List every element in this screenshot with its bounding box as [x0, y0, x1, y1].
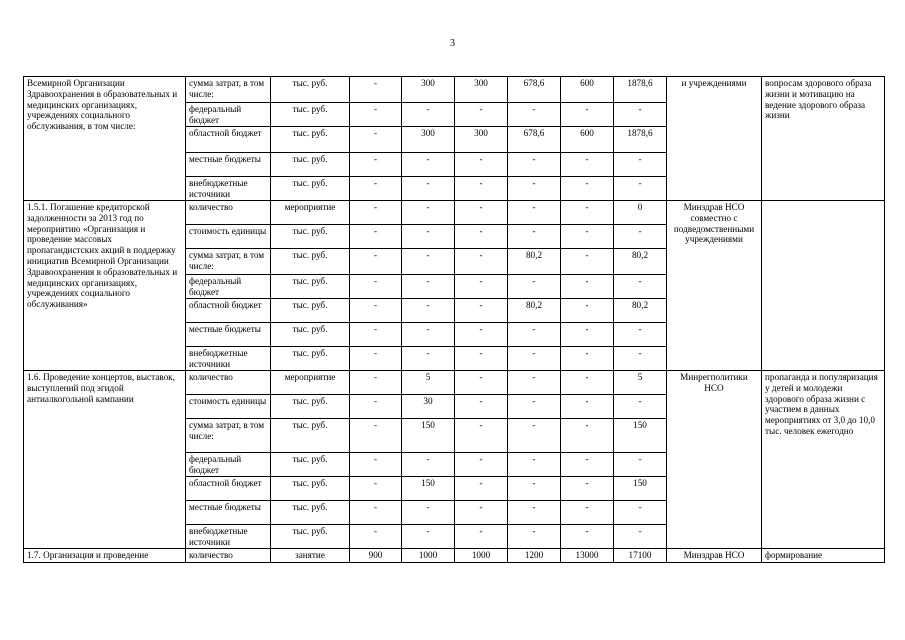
value-cell: - [614, 275, 667, 299]
value-cell: - [455, 249, 508, 275]
indicator-cell: областной бюджет [186, 127, 271, 153]
value-cell: - [402, 225, 455, 249]
value-cell: 150 [402, 477, 455, 501]
value-cell: - [508, 453, 561, 477]
value-cell: - [350, 153, 402, 177]
value-cell: - [455, 371, 508, 395]
value-cell: - [508, 395, 561, 419]
value-cell: 900 [350, 549, 402, 563]
expected-result-cell: формирование [762, 549, 885, 563]
value-cell: - [402, 453, 455, 477]
executor-cell: и учреждениями [667, 77, 762, 201]
unit-cell: тыс. руб. [271, 77, 350, 103]
unit-cell: тыс. руб. [271, 127, 350, 153]
value-cell: - [350, 453, 402, 477]
indicator-cell: стоимость единицы [186, 225, 271, 249]
value-cell: - [350, 323, 402, 347]
value-cell: - [614, 177, 667, 201]
value-cell: 678,6 [508, 77, 561, 103]
value-cell: - [350, 225, 402, 249]
value-cell: - [508, 501, 561, 525]
value-cell: - [508, 201, 561, 225]
value-cell: - [455, 347, 508, 371]
value-cell: - [614, 225, 667, 249]
value-cell: - [350, 77, 402, 103]
value-cell: - [614, 347, 667, 371]
indicator-cell: количество [186, 549, 271, 563]
value-cell: - [561, 453, 614, 477]
value-cell: - [350, 275, 402, 299]
value-cell: - [455, 501, 508, 525]
value-cell: - [561, 419, 614, 453]
unit-cell: тыс. руб. [271, 419, 350, 453]
value-cell: 300 [455, 127, 508, 153]
value-cell: - [614, 453, 667, 477]
measure-description: Всемирной Организации Здравоохранения в образовательных и медицинских организациях, учреждениях социального обслуживания, в том числе: [24, 77, 186, 201]
value-cell: - [402, 525, 455, 549]
value-cell: - [508, 419, 561, 453]
value-cell: - [350, 201, 402, 225]
indicator-cell: количество [186, 201, 271, 225]
unit-cell: тыс. руб. [271, 347, 350, 371]
unit-cell: занятие [271, 549, 350, 563]
value-cell: 1200 [508, 549, 561, 563]
unit-cell: тыс. руб. [271, 275, 350, 299]
unit-cell: тыс. руб. [271, 501, 350, 525]
indicator-cell: областной бюджет [186, 477, 271, 501]
value-cell: - [455, 201, 508, 225]
value-cell: 13000 [561, 549, 614, 563]
indicator-cell: внебюджетные источники [186, 347, 271, 371]
value-cell: - [614, 525, 667, 549]
expected-result-cell: вопросам здорового образа жизни и мотивацию на ведение здорового образа жизни [762, 77, 885, 201]
value-cell: 1000 [402, 549, 455, 563]
value-cell: 1878,6 [614, 77, 667, 103]
value-cell: - [455, 299, 508, 323]
unit-cell: тыс. руб. [271, 477, 350, 501]
value-cell: - [455, 275, 508, 299]
value-cell: - [455, 153, 508, 177]
value-cell: - [402, 501, 455, 525]
value-cell: - [561, 501, 614, 525]
program-table [23, 76, 885, 563]
value-cell: - [561, 323, 614, 347]
value-cell: - [561, 299, 614, 323]
value-cell: - [561, 525, 614, 549]
value-cell: 1000 [455, 549, 508, 563]
value-cell: - [350, 177, 402, 201]
indicator-cell: местные бюджеты [186, 501, 271, 525]
value-cell: - [402, 103, 455, 127]
expected-result-cell [762, 201, 885, 371]
value-cell: - [508, 477, 561, 501]
value-cell: - [508, 347, 561, 371]
value-cell: - [614, 323, 667, 347]
unit-cell: тыс. руб. [271, 395, 350, 419]
value-cell: 150 [614, 477, 667, 501]
value-cell: - [508, 323, 561, 347]
value-cell: - [402, 275, 455, 299]
value-cell: 150 [402, 419, 455, 453]
value-cell: - [350, 249, 402, 275]
indicator-cell: областной бюджет [186, 299, 271, 323]
value-cell: - [350, 419, 402, 453]
value-cell: 5 [614, 371, 667, 395]
value-cell: - [350, 395, 402, 419]
indicator-cell: федеральный бюджет [186, 103, 271, 127]
value-cell: - [508, 103, 561, 127]
value-cell: - [455, 525, 508, 549]
value-cell: 80,2 [614, 299, 667, 323]
measure-description: 1.5.1. Погашение кредиторской задолженности за 2013 год по мероприятию «Организация и проведение массовых пропагандистских акций в поддержку инициатив Всемирной Организации Здравоохранения в образовательных и медицинских организациях, учреждениях социального обслуживания» [24, 201, 186, 371]
indicator-cell: внебюджетные источники [186, 177, 271, 201]
value-cell: - [508, 153, 561, 177]
value-cell: - [561, 347, 614, 371]
value-cell: - [350, 525, 402, 549]
value-cell: 5 [402, 371, 455, 395]
value-cell: - [350, 127, 402, 153]
value-cell: - [561, 477, 614, 501]
indicator-cell: местные бюджеты [186, 153, 271, 177]
value-cell: - [455, 225, 508, 249]
value-cell: - [561, 249, 614, 275]
indicator-cell: сумма затрат, в том числе: [186, 419, 271, 453]
executor-cell: Минздрав НСО совместно с подведомственными учреждениями [667, 201, 762, 371]
value-cell: 80,2 [508, 299, 561, 323]
unit-cell: тыс. руб. [271, 323, 350, 347]
value-cell: - [508, 225, 561, 249]
value-cell: 678,6 [508, 127, 561, 153]
value-cell: 80,2 [614, 249, 667, 275]
unit-cell: тыс. руб. [271, 299, 350, 323]
value-cell: 17100 [614, 549, 667, 563]
measure-description: 1.6. Проведение концертов, выставок, выступлений под эгидой антиалкогольной кампании [24, 371, 186, 549]
unit-cell: тыс. руб. [271, 525, 350, 549]
value-cell: - [402, 201, 455, 225]
value-cell: - [402, 249, 455, 275]
value-cell: - [350, 477, 402, 501]
value-cell: - [350, 371, 402, 395]
table-row [24, 371, 885, 395]
value-cell: 600 [561, 77, 614, 103]
value-cell: - [402, 177, 455, 201]
value-cell: - [402, 153, 455, 177]
indicator-cell: местные бюджеты [186, 323, 271, 347]
expected-result-cell: пропаганда и популяризация у детей и молодежи здорового образа жизни с участием в данных мероприятиях от 3,0 до 10,0 тыс. человек ежегодно [762, 371, 885, 549]
indicator-cell: внебюджетные источники [186, 525, 271, 549]
page-number: 3 [450, 38, 455, 49]
table-row [24, 201, 885, 225]
value-cell: - [561, 395, 614, 419]
value-cell: - [508, 177, 561, 201]
value-cell: - [614, 153, 667, 177]
measure-description: 1.7. Организация и проведение [24, 549, 186, 563]
executor-cell: Минздрав НСО [667, 549, 762, 563]
value-cell: - [614, 103, 667, 127]
indicator-cell: сумма затрат, в том числе: [186, 249, 271, 275]
value-cell: 1878,6 [614, 127, 667, 153]
value-cell: - [561, 177, 614, 201]
value-cell: - [455, 177, 508, 201]
value-cell: - [508, 371, 561, 395]
indicator-cell: сумма затрат, в том числе: [186, 77, 271, 103]
value-cell: - [561, 371, 614, 395]
value-cell: - [508, 525, 561, 549]
value-cell: - [402, 323, 455, 347]
value-cell: - [508, 275, 561, 299]
indicator-cell: стоимость единицы [186, 395, 271, 419]
value-cell: - [350, 103, 402, 127]
value-cell: - [614, 395, 667, 419]
value-cell: - [455, 103, 508, 127]
value-cell: 30 [402, 395, 455, 419]
unit-cell: тыс. руб. [271, 177, 350, 201]
value-cell: - [455, 323, 508, 347]
value-cell: - [455, 477, 508, 501]
unit-cell: тыс. руб. [271, 103, 350, 127]
unit-cell: мероприятие [271, 201, 350, 225]
value-cell: - [561, 275, 614, 299]
value-cell: - [561, 153, 614, 177]
value-cell: 300 [402, 77, 455, 103]
value-cell: - [350, 501, 402, 525]
value-cell: - [561, 201, 614, 225]
indicator-cell: федеральный бюджет [186, 453, 271, 477]
value-cell: - [614, 501, 667, 525]
executor-cell: Минрегполитики НСО [667, 371, 762, 549]
value-cell: 80,2 [508, 249, 561, 275]
unit-cell: тыс. руб. [271, 225, 350, 249]
value-cell: - [455, 453, 508, 477]
unit-cell: тыс. руб. [271, 453, 350, 477]
unit-cell: тыс. руб. [271, 153, 350, 177]
unit-cell: мероприятие [271, 371, 350, 395]
indicator-cell: федеральный бюджет [186, 275, 271, 299]
value-cell: 150 [614, 419, 667, 453]
value-cell: - [350, 299, 402, 323]
table-row [24, 549, 885, 563]
table-row [24, 77, 885, 103]
value-cell: 0 [614, 201, 667, 225]
value-cell: - [455, 395, 508, 419]
value-cell: - [350, 347, 402, 371]
value-cell: - [402, 299, 455, 323]
value-cell: 300 [455, 77, 508, 103]
value-cell: - [402, 347, 455, 371]
value-cell: - [561, 103, 614, 127]
indicator-cell: количество [186, 371, 271, 395]
value-cell: 300 [402, 127, 455, 153]
value-cell: - [561, 225, 614, 249]
value-cell: 600 [561, 127, 614, 153]
unit-cell: тыс. руб. [271, 249, 350, 275]
value-cell: - [455, 419, 508, 453]
